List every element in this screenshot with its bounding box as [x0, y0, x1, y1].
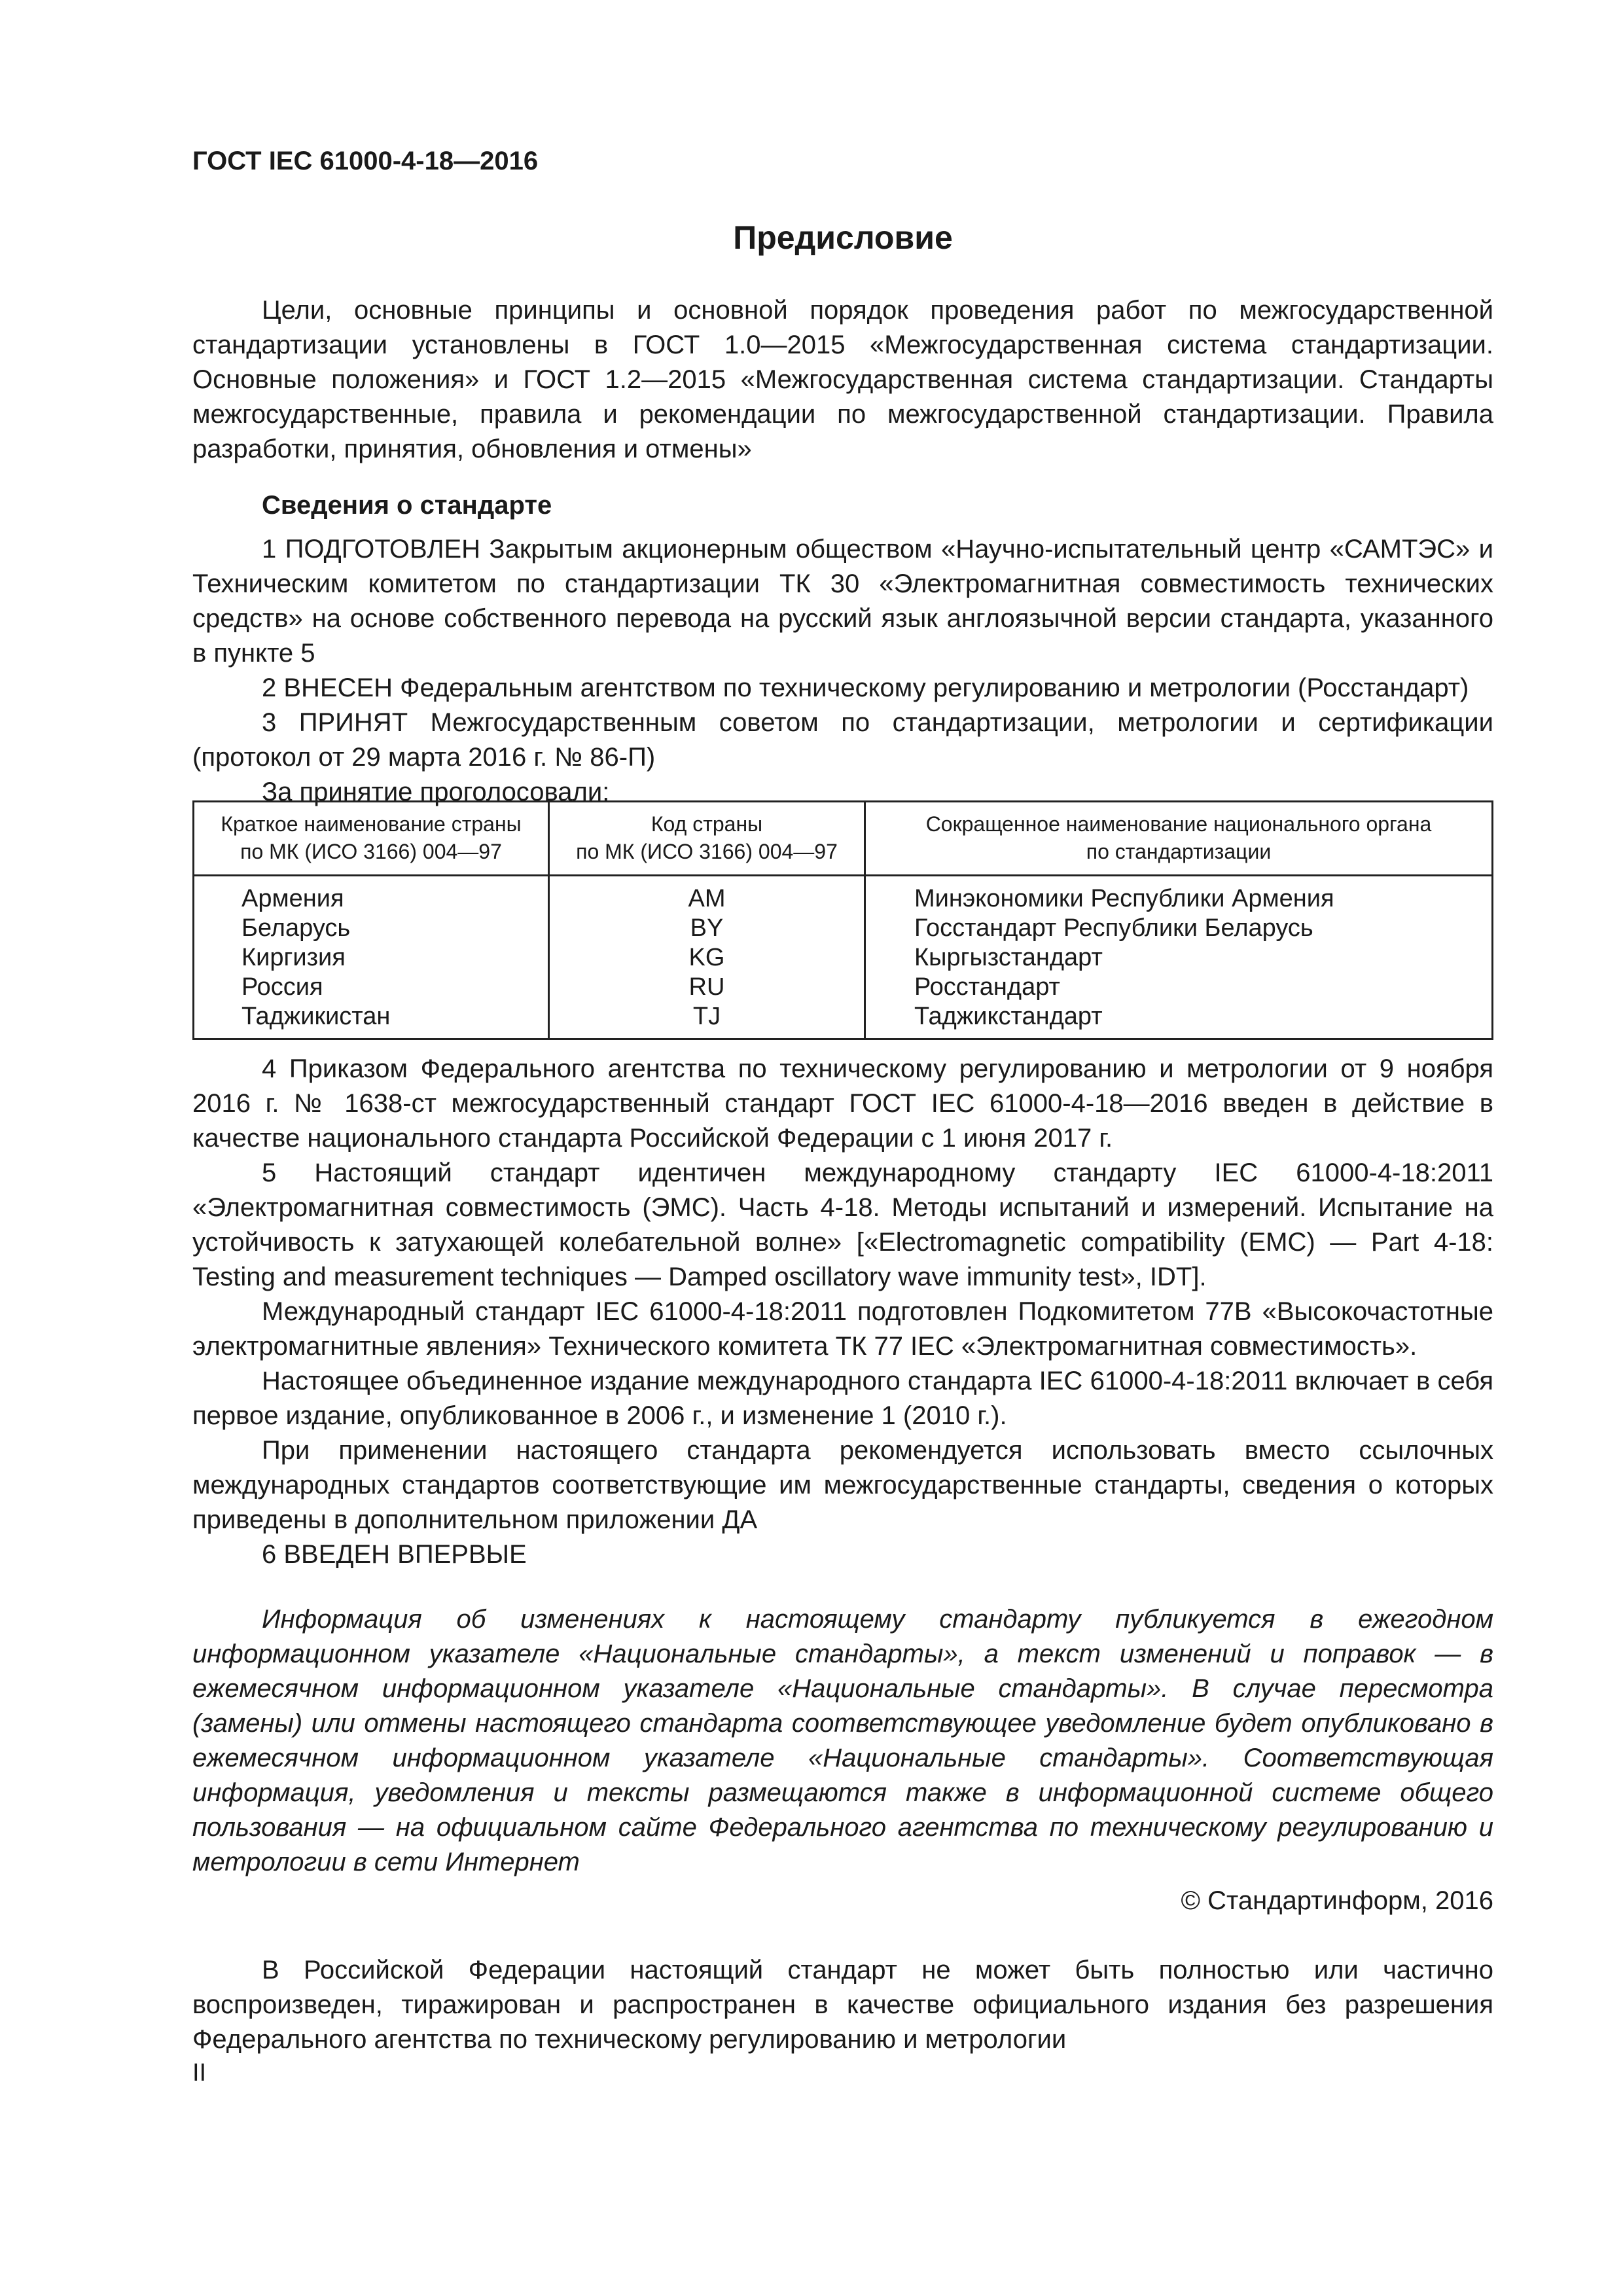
cell-code: BY	[549, 914, 865, 943]
header-country: Краткое наименование страны по МК (ИСО 3166) 004—97	[194, 802, 549, 876]
cell-authority: Госстандарт Республики Беларусь	[865, 914, 1493, 943]
table-row	[194, 973, 1493, 1002]
copyright-line: © Стандартинформ, 2016	[1181, 1886, 1493, 1915]
table-row	[194, 876, 1493, 914]
page-title: Предисловие	[733, 219, 953, 256]
cell-code: KG	[549, 943, 865, 973]
header-code: Код страны по МК (ИСО 3166) 004—97	[549, 802, 865, 876]
info-item-3: 3 ПРИНЯТ Межгосударственным советом по стандартизации, метрологии и сертификации (протокол от 29 марта 2016 г. № 86-П)	[192, 708, 1493, 772]
table-row	[194, 1002, 1493, 1039]
section-heading: Сведения о стандарте	[262, 491, 552, 520]
standard-details-block	[192, 1052, 1493, 1572]
cell-country: Россия	[194, 973, 549, 1002]
cell-code: TJ	[549, 1002, 865, 1039]
info-item-5-p3: Настоящее объединенное издание международного стандарта IEC 61000-4-18:2011 включает в себя первое издание, опубликованное в 2006 г., и изменение 1 (2010 г.).	[192, 1367, 1493, 1430]
cell-authority: Минэкономики Республики Армения	[865, 876, 1493, 914]
restriction-notice: В Российской Федерации настоящий стандарт не может быть полностью или частично воспроизведен, тиражирован и распространен в качестве официального издания без разрешения Федерального агентства по техническому регулированию и метрологии	[192, 1956, 1493, 2054]
voting-table	[192, 800, 1493, 1040]
intro-paragraph: Цели, основные принципы и основной порядок проведения работ по межгосударственной стандартизации установлены в ГОСТ 1.0—2015 «Межгосударственная система стандартизации. Основные положения» и ГОСТ 1.2—2015 «Межгосударственная система стандартизации. Стандарты межгосударственные, правила и рекомендации по межгосударственной стандартизации. Правила разработки, принятия, обновления и отмены»	[192, 296, 1493, 463]
info-item-6: 6 ВВЕДЕН ВПЕРВЫЕ	[262, 1540, 527, 1569]
voting-table-wrap	[192, 800, 1493, 1040]
table-row	[194, 943, 1493, 973]
cell-country: Армения	[194, 876, 549, 914]
table-header-row	[194, 802, 1493, 876]
cell-authority: Кыргызстандарт	[865, 943, 1493, 973]
intro-block	[192, 293, 1493, 467]
changes-notice: Информация об изменениях к настоящему стандарту публикуется в ежегодном информационном указателе «Национальные стандарты», а текст изменений и поправок — в ежемесячном информационном указателе «Национальные стандарты». В случае пересмотра (замены) или отмены настоящего стандарта соответствующее уведомление будет опубликовано в ежемесячном информационном указателе «Национальные стандарты». Соответствующая информация, уведомления и тексты размещаются также в информационной системе общего пользования — на официальном сайте Федерального агентства по техническому регулированию и метрологии в сети Интернет	[192, 1605, 1493, 1876]
info-item-5: 5 Настоящий стандарт идентичен международному стандарту IEC 61000-4-18:2011 «Электромагнитная совместимость (ЭМС). Часть 4-18. Методы испытаний и измерений. Испытание на устойчивость к затухающей колебательной волне» [«Electromagnetic compatibility (EMC) — Part 4-18: Testing and measurement techniques — Damped oscillatory wave immunity test», IDT].	[192, 1158, 1493, 1291]
info-item-1: 1 ПОДГОТОВЛЕН Закрытым акционерным обществом «Научно-испытательный центр «САМТЭС» и Техническим комитетом по стандартизации ТК 30 «Электромагнитная совместимость технических средств» на основе собственного перевода на русский язык англоязычной версии стандарта, указанного в пункте 5	[192, 535, 1493, 668]
cell-country: Беларусь	[194, 914, 549, 943]
table-row	[194, 914, 1493, 943]
voted-label: За принятие проголосовали:	[262, 778, 610, 806]
header-authority: Сокращенное наименование национального органа по стандартизации	[865, 802, 1493, 876]
restriction-block	[192, 1953, 1493, 2057]
cell-authority: Таджикстандарт	[865, 1002, 1493, 1039]
info-item-5-p4: При применении настоящего стандарта рекомендуется использовать вместо ссылочных международных стандартов соответствующие им межгосударственные стандарты, сведения о которых приведены в дополнительном приложении ДА	[192, 1436, 1493, 1534]
standard-info-section	[192, 488, 1493, 810]
info-item-5-p2: Международный стандарт IEC 61000-4-18:2011 подготовлен Подкомитетом 77В «Высокочастотные электромагнитные явления» Технического комитета ТК 77 IEC «Электромагнитная совместимость».	[192, 1297, 1493, 1361]
notice-block	[192, 1602, 1493, 1880]
info-item-2: 2 ВНЕСЕН Федеральным агентством по техническому регулированию и метрологии (Росстандарт)	[262, 673, 1469, 702]
cell-country: Киргизия	[194, 943, 549, 973]
cell-code: RU	[549, 973, 865, 1002]
cell-code: AM	[549, 876, 865, 914]
document-code: ГОСТ IEC 61000-4-18—2016	[192, 147, 539, 175]
cell-authority: Росстандарт	[865, 973, 1493, 1002]
info-item-4: 4 Приказом Федерального агентства по техническому регулированию и метрологии от 9 ноября 2016 г. № 1638-ст межгосударственный стандарт ГОСТ IEC 61000-4-18—2016 введен в действие в качестве национального стандарта Российской Федерации с 1 июня 2017 г.	[192, 1054, 1493, 1153]
cell-country: Таджикистан	[194, 1002, 549, 1039]
page-number: II	[192, 2059, 207, 2087]
